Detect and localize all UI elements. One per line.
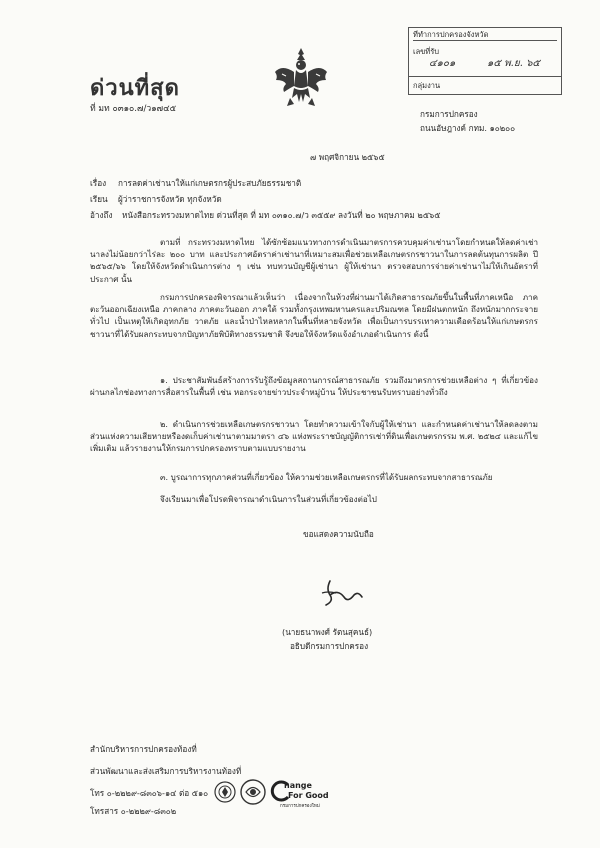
footer-phone: โทร ๐-๒๒๒๙-๘๓๐๖-๑๔ ต่อ ๕๑๐ [90,788,209,798]
handwritten-signature [316,575,366,615]
stamp-date-value: ๑๕ พ.ย. ๖๕ [487,58,540,69]
change-for-good-logo [270,778,350,810]
regards-text: ขอแสดงความนับถือ [303,529,374,539]
garuda-emblem-icon [272,46,330,108]
footer-division: ส่วนพัฒนาและส่งเสริมการบริหารงานท้องที่ [90,766,242,776]
body-item-1: ๑. ประชาสัมพันธ์สร้างการรับรู้ถึงข้อมูลสถานการณ์สาธารณภัย รวมถึงมาตรการช่วยเหลือต่าง ๆ ที่เกี่ยวข้อง ผ่านกลไกช่องทางการสื่อสารในพื้นที่ เช่น หอกระจายข่าวประจำหมู่บ้าน ให้ประชาชนรับทราบอย่างทั่วถึง [90,375,538,398]
change-logo-line2: For Good [288,791,329,800]
campaign-seal-icon [240,779,266,805]
signer-title: อธิบดีกรมการปกครอง [290,641,369,651]
receipt-stamp [408,27,562,95]
subject-text: การลดค่าเช่านาให้แก่เกษตรกรผู้ประสบภัยธรรมชาติ [118,178,302,188]
footer-office: สำนักบริหารการปกครองท้องที่ [90,744,197,754]
change-logo-line1: hange [284,781,312,790]
stamp-office: ที่ทำการปกครองจังหวัด [413,30,557,41]
signer-name: (นายธนาพงศ์ รัตนสุคนธ์) [282,627,373,637]
urgency-stamp: ด่วนที่สุด [90,75,180,101]
reference-label: อ้างถึง [90,210,113,220]
stamp-number-label: เลขที่รับ [413,47,440,56]
stamp-number-value: ๔๑๐๑ [429,58,456,69]
document-date: ๗ พฤศจิกายน ๒๕๖๕ [310,152,385,162]
body-item-3: ๓. บูรณาการทุกภาคส่วนที่เกี่ยวข้อง ให้ความช่วยเหลือเกษตรกรที่ได้รับผลกระทบจากสาธารณภัย [160,472,493,482]
sender-org: กรมการปกครอง [420,109,478,119]
body-paragraph-2: กรมการปกครองพิจารณาแล้วเห็นว่า เนื่องจากในห้วงที่ผ่านมาได้เกิดสาธารณภัยขึ้นในพื้นที่ภาคเหนือ ภาคตะวันออกเฉียงเหนือ ภาคกลาง ภาคตะวันออก ภาคใต้ รวมทั้งกรุงเทพมหานครและปริมณฑล โดยมีฝนตกหนัก ถึงหนักมากกระจายทั่วไป เป็นเหตุให้เกิดอุทกภัย วาตภัย และน้ำป่าไหลหลากในพื้นที่หลายจังหวัด เพื่อเป็นการบรรเทาความเดือดร้อนให้แก่เกษตรกรชาวนาที่ได้รับผลกระทบจากปัญหาภัยพิบัติทางธรรมชาติ จึงขอให้จังหวัดแจ้งอำเภอดำเนินการ ดังนี้ [90,292,538,339]
recipient-label: เรียน [90,194,108,204]
footer-fax: โทรสาร ๐-๒๒๒๙-๘๓๐๒ [90,806,177,816]
sender-address: ถนนอัษฎางค์ กทม. ๑๐๒๐๐ [420,123,516,133]
stamp-group-label: กลุ่มงาน [413,81,441,90]
change-logo-sub: กรมการปกครองใหม่ [280,804,320,809]
body-paragraph-1: ตามที่ กระทรวงมหาดไทย ได้ซักซ้อมแนวทางการดำเนินมาตรการควบคุมค่าเช่านาโดยกำหนดให้ลดค่าเช่านาลงไม่น้อยกว่าไร่ละ ๒๐๐ บาท และประกาศอัตราค่าเช่านาที่เหมาะสมเพื่อช่วยเหลือเกษตรกรชาวนาในการลดต้นทุนการผลิต ปี ๒๕๖๕/๖๖ โดยให้จังหวัดดำเนินการต่าง ๆ เช่น ทบทวนบัญชีผู้เช่านา ผู้ให้เช่านา ตรวจสอบการจ่ายค่าเช่านาไม่ให้เกินอัตราที่ประกาศ นั้น [90,237,538,284]
recipient-text: ผู้ว่าราชการจังหวัด ทุกจังหวัด [118,194,222,204]
body-item-2: ๒. ดำเนินการช่วยเหลือเกษตรกรชาวนา โดยทำความเข้าใจกับผู้ให้เช่านา และกำหนดค่าเช่านาให้ลดลงตามส่วนแห่งความเสียหายหรืองดเก็บค่าเช่านาตามมาตรา ๔๖ แห่งพระราชบัญญัติการเช่าที่ดินเพื่อเกษตรกรรม พ.ศ. ๒๕๒๔ และแก้ไขเพิ่มเติม แล้วรายงานให้กรมการปกครองทราบตามแบบรายงาน [90,419,538,454]
subject-label: เรื่อง [90,178,107,188]
document-number: ที่ มท ๐๓๑๐.๗/ว๑๗๔๕ [90,104,177,114]
reference-text: หนังสือกระทรวงมหาดไทย ด่วนที่สุด ที่ มท ๐๓๑๐.๗/ว ๓๕๕๙ ลงวันที่ ๒๐ พฤษภาคม ๒๕๖๕ [122,210,441,220]
ministry-seal-icon [214,781,236,803]
closing-text: จึงเรียนมาเพื่อโปรดพิจารณาดำเนินการในส่วนที่เกี่ยวข้องต่อไป [160,494,377,504]
